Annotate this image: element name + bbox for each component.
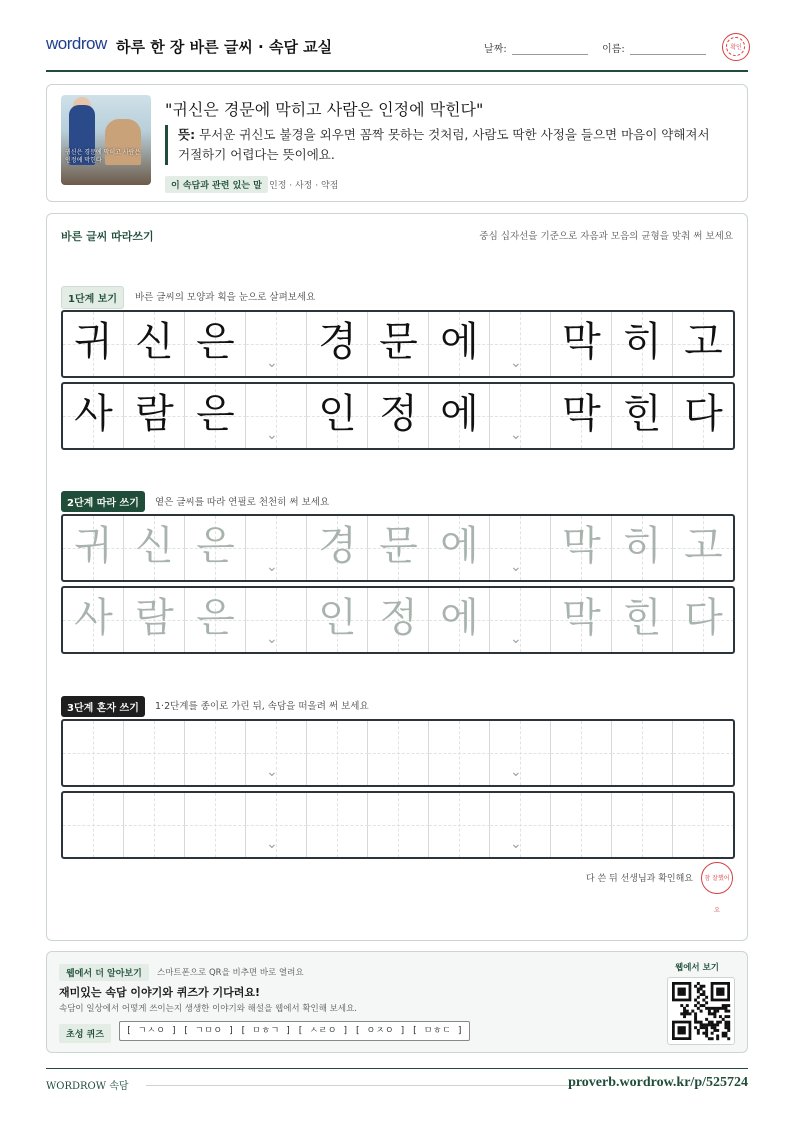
grid-cell[interactable]	[124, 588, 185, 652]
space-mark-icon: ⌄	[510, 559, 522, 575]
web-promo-card	[46, 951, 748, 1053]
grid-cell	[246, 384, 307, 448]
date-label: 날짜:	[484, 44, 507, 55]
grid-cell[interactable]	[63, 516, 124, 580]
grid-cell[interactable]	[490, 721, 551, 785]
proverb-illustration	[61, 95, 151, 185]
step2-label: 2단계 따라 쓰기	[61, 491, 145, 512]
step2-desc: 옅은 글씨를 따라 연필로 천천히 써 보세요	[155, 497, 330, 508]
grid-cell[interactable]	[307, 721, 368, 785]
wordrow-logo	[46, 34, 107, 54]
glyph: 사	[74, 391, 113, 437]
glyph	[63, 721, 124, 785]
name-field[interactable]	[630, 54, 706, 55]
footer-url[interactable]: proverb.wordrow.kr/p/525724	[568, 1075, 748, 1090]
good-job-stamp-icon: 참 잘했어요	[701, 862, 733, 894]
glyph: 에	[440, 391, 479, 437]
grid-cell[interactable]	[307, 516, 368, 580]
web-headline: 재미있는 속담 이야기와 퀴즈가 기다려요!	[59, 986, 260, 999]
grid-cell[interactable]	[429, 516, 490, 580]
practice-title: 바른 글씨 따라쓰기	[61, 230, 154, 243]
space-mark-icon: ⌄	[266, 427, 278, 443]
glyph	[307, 721, 368, 785]
grid-cell	[307, 384, 368, 448]
glyph	[185, 793, 246, 857]
step3-row-1[interactable]	[61, 719, 735, 787]
space-mark-icon: ⌄	[510, 836, 522, 852]
glyph: 신	[135, 319, 174, 365]
space-mark-icon: ⌄	[510, 631, 522, 647]
glyph: 은	[196, 391, 235, 437]
glyph: 막	[562, 523, 601, 569]
space-mark-icon: ⌄	[266, 631, 278, 647]
glyph: 고	[684, 523, 723, 569]
illustration-caption: 귀신은 경문에 막히고 사람은 인정에 막힌다	[65, 149, 141, 164]
space-mark-icon: ⌄	[510, 355, 522, 371]
grid-cell[interactable]	[551, 793, 612, 857]
glyph: 람	[135, 595, 174, 641]
glyph: 은	[196, 595, 235, 641]
grid-cell	[185, 384, 246, 448]
grid-cell[interactable]	[429, 793, 490, 857]
glyph	[307, 793, 368, 857]
grid-cell	[429, 384, 490, 448]
grid-cell[interactable]	[673, 588, 734, 652]
grid-cell	[185, 312, 246, 376]
glyph	[185, 721, 246, 785]
glyph: 힌	[623, 391, 662, 437]
glyph: 정	[379, 595, 418, 641]
glyph: 인	[318, 595, 357, 641]
glyph	[673, 721, 734, 785]
grid-cell[interactable]	[63, 793, 124, 857]
proverb-title: "귀신은 경문에 막히고 사람은 인정에 막힌다"	[165, 100, 484, 119]
qr-label: 웹에서 보기	[675, 963, 720, 973]
glyph	[124, 793, 185, 857]
glyph	[612, 793, 673, 857]
grid-cell[interactable]	[673, 721, 734, 785]
glyph: 문	[379, 319, 418, 365]
grid-cell	[612, 384, 673, 448]
glyph: 신	[135, 523, 174, 569]
glyph	[551, 721, 612, 785]
glyph: 정	[379, 391, 418, 437]
quiz-label: 초성 퀴즈	[59, 1024, 111, 1043]
glyph: 귀	[74, 319, 113, 365]
grid-cell	[63, 384, 124, 448]
grid-cell	[551, 312, 612, 376]
grid-cell[interactable]	[185, 721, 246, 785]
grid-cell	[124, 384, 185, 448]
step1-label: 1단계 보기	[61, 286, 124, 309]
grid-cell[interactable]	[185, 588, 246, 652]
glyph	[612, 721, 673, 785]
glyph: 에	[440, 595, 479, 641]
glyph: 다	[684, 595, 723, 641]
glyph	[368, 793, 429, 857]
grid-cell	[490, 384, 551, 448]
grid-cell	[673, 312, 734, 376]
related-words-label: 이 속담과 관련 있는 말	[165, 176, 268, 193]
glyph: 막	[562, 319, 601, 365]
glyph: 문	[379, 523, 418, 569]
step2-row-2[interactable]	[61, 586, 735, 654]
grid-cell[interactable]	[307, 588, 368, 652]
step1-row-2	[61, 382, 735, 450]
glyph	[551, 793, 612, 857]
grid-cell[interactable]	[368, 721, 429, 785]
grid-cell[interactable]	[551, 721, 612, 785]
logo-word: wordrow	[46, 34, 107, 53]
glyph: 귀	[74, 523, 113, 569]
grid-cell	[63, 312, 124, 376]
grid-cell[interactable]	[368, 516, 429, 580]
grid-cell[interactable]	[490, 793, 551, 857]
step3-label: 3단계 혼자 쓰기	[61, 696, 145, 717]
grid-cell	[490, 312, 551, 376]
grid-cell[interactable]	[246, 516, 307, 580]
meaning-text: 무서운 귀신도 불경을 외우면 꼼짝 못하는 것처럼, 사람도 딱한 사정을 들으면 마음이 약해져서 거절하기 어렵다는 뜻이에요.	[178, 127, 710, 162]
grid-cell[interactable]	[551, 516, 612, 580]
grid-cell[interactable]	[246, 588, 307, 652]
grid-cell	[673, 384, 734, 448]
glyph: 막	[562, 391, 601, 437]
grid-cell	[368, 384, 429, 448]
grid-cell[interactable]	[673, 516, 734, 580]
glyph	[124, 721, 185, 785]
glyph: 다	[684, 391, 723, 437]
proverb-card	[46, 84, 748, 202]
related-words: 인정 · 사정 · 약점	[269, 181, 339, 191]
grid-cell	[246, 312, 307, 376]
step2-row-1[interactable]	[61, 514, 735, 582]
practice-hint: 중심 십자선을 기준으로 자음과 모음의 균형을 맞춰 써 보세요	[479, 231, 733, 242]
name-label: 이름:	[602, 44, 625, 55]
grid-cell[interactable]	[429, 721, 490, 785]
web-desc: 속담이 일상에서 어떻게 쓰이는지 생생한 이야기와 해설을 웹에서 확인해 보세요.	[59, 1004, 357, 1014]
space-mark-icon: ⌄	[266, 559, 278, 575]
grid-cell[interactable]	[185, 793, 246, 857]
grid-cell	[551, 384, 612, 448]
grid-cell[interactable]	[429, 588, 490, 652]
meaning-label: 뜻:	[178, 127, 196, 142]
space-mark-icon: ⌄	[266, 836, 278, 852]
grid-cell[interactable]	[185, 516, 246, 580]
page-header	[46, 28, 748, 72]
grid-cell	[307, 312, 368, 376]
date-field[interactable]	[512, 54, 588, 55]
grid-cell[interactable]	[246, 793, 307, 857]
grid-cell[interactable]	[124, 516, 185, 580]
glyph: 경	[318, 523, 357, 569]
grid-cell[interactable]	[673, 793, 734, 857]
grid-cell[interactable]	[368, 793, 429, 857]
glyph: 인	[318, 391, 357, 437]
step1-row-1	[61, 310, 735, 378]
footer-brand: WORDROW 속담	[46, 1081, 129, 1092]
page-footer	[46, 1068, 748, 1092]
grid-cell[interactable]	[124, 793, 185, 857]
chosung-quiz: [ ㄱㅅㅇ ] [ ㄱㅁㅇ ] [ ㅁㅎㄱ ] [ ㅅㄹㅇ ] [ ㅇㅈㅇ ] [ ㅁㅎㄷ ]	[119, 1021, 470, 1041]
glyph: 에	[440, 319, 479, 365]
grid-cell[interactable]	[551, 588, 612, 652]
web-tag-desc: 스마트폰으로 QR을 비추면 바로 열려요	[157, 968, 304, 978]
qr-code-icon[interactable]	[667, 977, 735, 1045]
glyph: 히	[623, 523, 662, 569]
glyph	[429, 793, 490, 857]
grid-cell	[124, 312, 185, 376]
grid-cell[interactable]	[368, 588, 429, 652]
step3-desc: 1·2단계를 종이로 가린 뒤, 속담을 떠올려 써 보세요	[155, 701, 369, 712]
glyph: 히	[623, 319, 662, 365]
glyph: 힌	[623, 595, 662, 641]
space-mark-icon: ⌄	[510, 764, 522, 780]
grid-cell	[429, 312, 490, 376]
grid-cell	[612, 312, 673, 376]
space-mark-icon: ⌄	[510, 427, 522, 443]
grid-cell[interactable]	[490, 516, 551, 580]
grid-cell[interactable]	[63, 588, 124, 652]
glyph: 고	[684, 319, 723, 365]
grid-cell[interactable]	[612, 588, 673, 652]
web-tag: 웹에서 더 알아보기	[59, 964, 149, 981]
glyph: 사	[74, 595, 113, 641]
grid-cell[interactable]	[612, 516, 673, 580]
grid-cell[interactable]	[490, 588, 551, 652]
proverb-meaning	[165, 125, 725, 165]
grid-cell[interactable]	[246, 721, 307, 785]
glyph	[63, 793, 124, 857]
grid-cell[interactable]	[307, 793, 368, 857]
grid-cell[interactable]	[63, 721, 124, 785]
glyph: 은	[196, 319, 235, 365]
check-note: 다 쓴 뒤 선생님과 확인해요	[585, 874, 693, 884]
grid-cell	[368, 312, 429, 376]
glyph: 람	[135, 391, 174, 437]
glyph	[673, 793, 734, 857]
glyph	[368, 721, 429, 785]
glyph: 은	[196, 523, 235, 569]
glyph: 경	[318, 319, 357, 365]
space-mark-icon: ⌄	[266, 764, 278, 780]
handwriting-practice	[46, 213, 748, 941]
grid-cell[interactable]	[612, 793, 673, 857]
space-mark-icon: ⌄	[266, 355, 278, 371]
grid-cell[interactable]	[124, 721, 185, 785]
glyph	[429, 721, 490, 785]
glyph: 막	[562, 595, 601, 641]
step1-desc: 바른 글씨의 모양과 획을 눈으로 살펴보세요	[135, 292, 316, 303]
page-title: 하루 한 장 바른 글씨 · 속담 교실	[116, 38, 333, 56]
check-seal-icon: 확인	[722, 33, 750, 61]
grid-cell[interactable]	[612, 721, 673, 785]
glyph: 에	[440, 523, 479, 569]
step3-row-2[interactable]	[61, 791, 735, 859]
